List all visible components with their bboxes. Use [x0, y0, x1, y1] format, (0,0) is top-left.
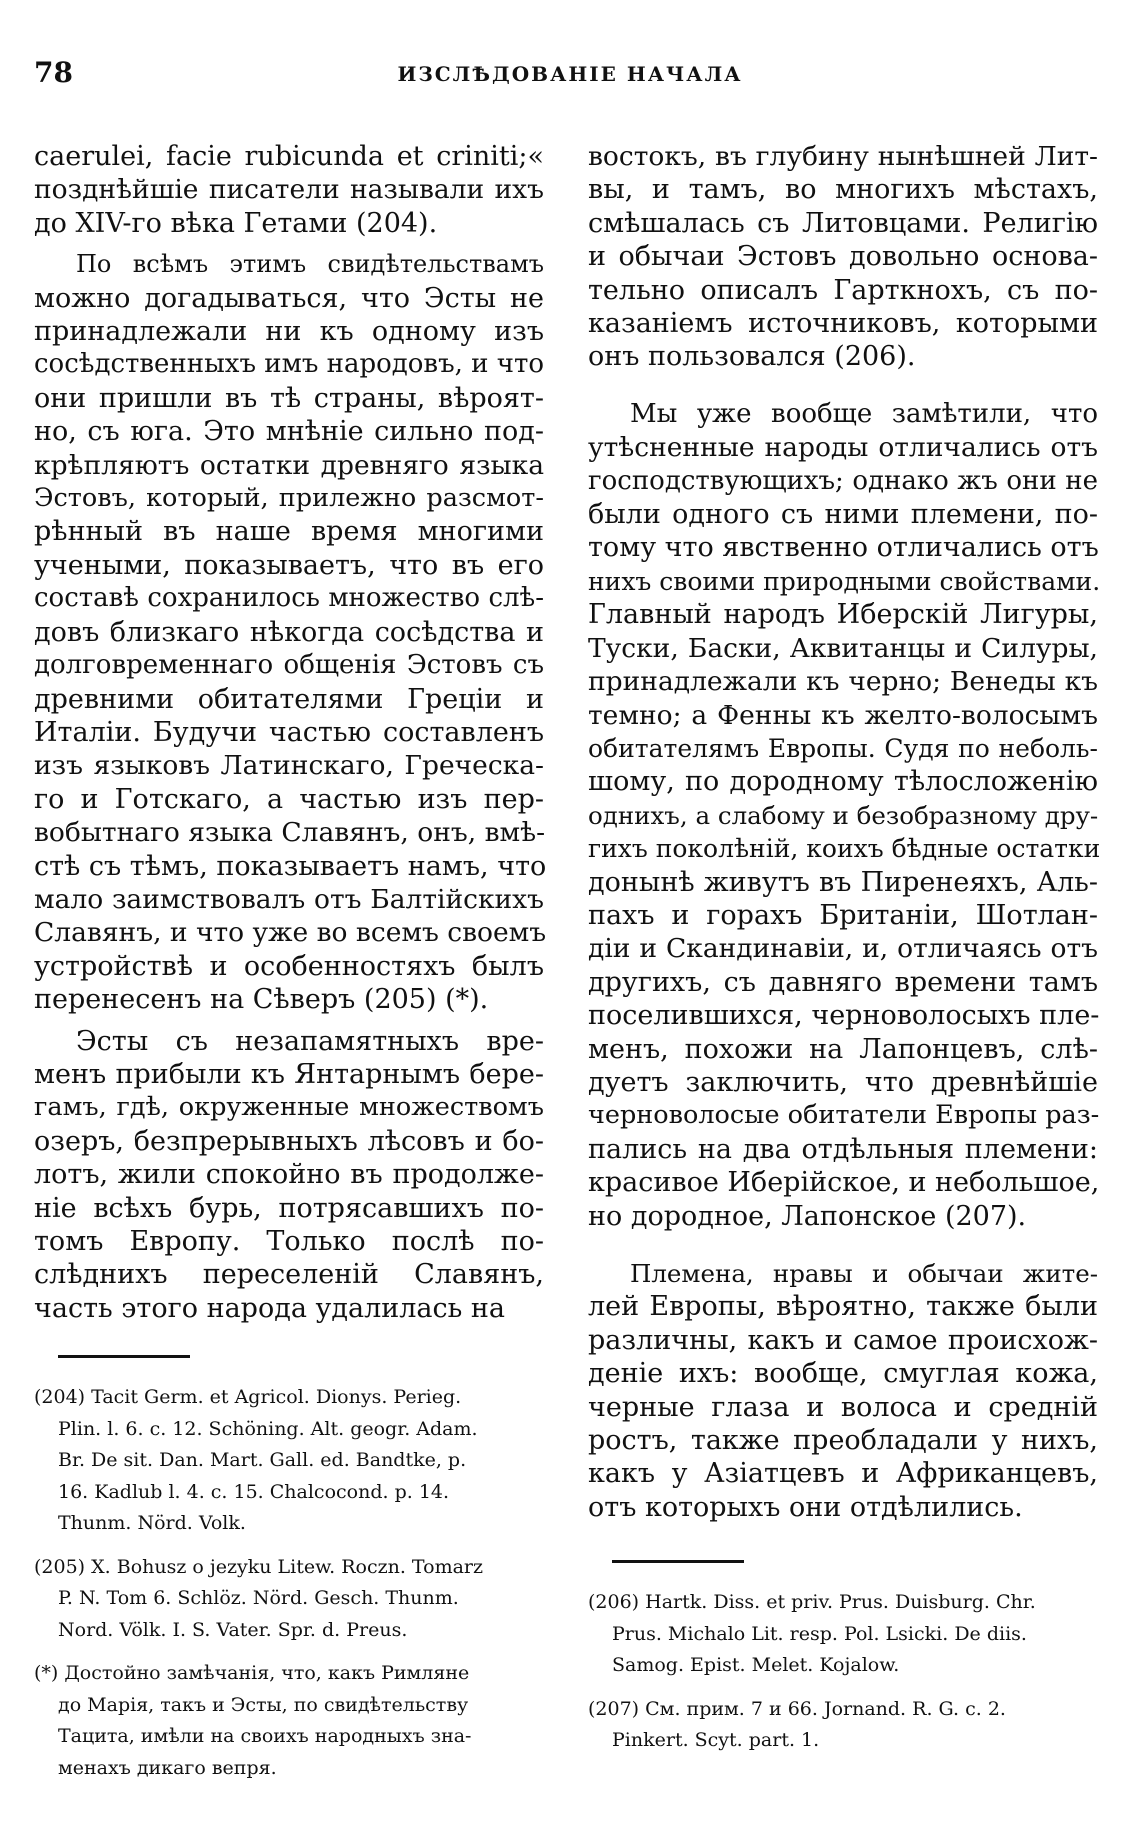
footnote-line: (204) Tacit Germ. et Agricol. Dionys. Perieg. — [34, 1386, 462, 1409]
footnote-line: Prus. Michalo Lit. resp. Pol. Lsicki. De diis. — [612, 1622, 1027, 1645]
text-line: пахъ и горахъ Британіи, Шотлан- — [588, 899, 1098, 931]
text-line: Италіи. Будучи частью составленъ — [34, 716, 544, 748]
text-line: ніе всѣхъ бурь, потрясавшихъ по- — [34, 1192, 544, 1224]
left-footnotes — [34, 1382, 544, 1784]
footnote — [34, 1382, 544, 1540]
text-line: обитателямъ Европы. Судя по неболь- — [588, 733, 1098, 763]
text-line: дуетъ заключить, что древнѣйшіе — [588, 1066, 1098, 1098]
text-line: онъ пользовался (206). — [588, 341, 916, 373]
footnote-line: (207) См. прим. 7 и 66. Jornand. R. G. c. 2. — [588, 1697, 1006, 1720]
text-line: ростъ, также преобладали у нихъ, — [588, 1425, 1098, 1457]
text-line: принадлежали къ черно; Венеды къ — [588, 666, 1098, 698]
text-line: поселившихся, черноволосыхъ пле- — [588, 1000, 1100, 1032]
text-line: вобытнаго языка Славянъ, онъ, вмѣ- — [34, 817, 546, 849]
paragraph — [588, 140, 1098, 374]
text-line: древними обитателями Греціи и — [34, 683, 544, 715]
footnote-gap — [588, 1682, 1098, 1694]
text-line: томъ Европу. Только послѣ по- — [34, 1226, 544, 1257]
text-line: тельно описалъ Гарткнохъ, съ по- — [588, 274, 1098, 306]
left-column — [34, 140, 547, 1784]
footnote-line: Samog. Epist. Melet. Kojalow. — [612, 1654, 900, 1677]
text-line: господствующихъ; однако жъ они не — [588, 465, 1098, 496]
text-line: Эстовъ, который, прилежно разсмот- — [34, 483, 544, 514]
left-body — [34, 140, 547, 1325]
footnote — [34, 1658, 544, 1784]
footnote — [588, 1587, 1098, 1682]
running-title: ИЗСЛѢДОВАНІЕ НАЧАЛА — [397, 62, 743, 86]
text-line: принадлежали ни къ одному изъ — [34, 316, 544, 348]
text-line: составѣ сохранилось множество слѣ- — [34, 583, 544, 614]
text-line: часть этого народа удалилась на — [34, 1292, 506, 1324]
text-line: казаніемъ источниковъ, которыми — [588, 308, 1098, 340]
text-line: стѣ съ тѣмъ, показываетъ намъ, что — [34, 850, 547, 882]
footnote-line: (206) Hartk. Diss. et priv. Prus. Duisburg. Chr. — [588, 1591, 1036, 1614]
text-line: крѣпляютъ остатки древняго языка — [34, 449, 544, 481]
text-line: однихъ, а слабому и безобразному дру- — [588, 800, 1099, 830]
text-line: Туски, Баски, Аквитанцы и Силуры, — [588, 632, 1098, 664]
text-line: учеными, показываетъ, что въ его — [34, 549, 544, 581]
text-line: довъ близкаго нѣкогда сосѣдства и — [34, 616, 544, 648]
footnote-line: P. N. Tom 6. Schlöz. Nörd. Gesch. Thunm. — [58, 1587, 459, 1610]
right-column — [588, 140, 1101, 1757]
text-line: до XIV-го вѣка Гетами (204). — [34, 207, 438, 239]
footnote-line: Plin. l. 6. c. 12. Schöning. Alt. geogr. Adam. — [58, 1417, 478, 1440]
footnote-line: Thunm. Nörd. Volk. — [58, 1512, 246, 1535]
text-line: смѣшалась съ Литовцами. Религію — [588, 207, 1098, 239]
text-line: востокъ, въ глубину нынѣшней Лит- — [588, 141, 1098, 172]
paragraph-gap — [34, 1017, 544, 1025]
page-number: 78 — [34, 56, 73, 89]
text-line: По всѣмъ этимъ свидѣтельствамъ — [76, 250, 544, 279]
text-line: но, съ юга. Это мнѣніе сильно под- — [34, 416, 544, 448]
paragraph-gap — [588, 1233, 1098, 1257]
text-line: сосѣдственныхъ имъ народовъ, и что — [34, 349, 544, 380]
footnote — [588, 1694, 1098, 1757]
text-line: были одного съ ними племени, по- — [588, 499, 1098, 531]
text-line: Мы уже вообще замѣтили, что — [630, 398, 1098, 429]
text-line: вы, и тамъ, во многихъ мѣстахъ, — [588, 174, 1098, 206]
text-line: какъ у Азіатцевъ и Африканцевъ, — [588, 1458, 1098, 1490]
text-line: Эсты съ незапамятныхъ вре- — [76, 1025, 544, 1057]
text-line: мало заимствовалъ отъ Балтійскихъ — [34, 883, 544, 915]
text-line: го и Готскаго, а частью изъ пер- — [34, 783, 544, 815]
text-line: красивое Иберійское, и небольшое, — [588, 1167, 1100, 1199]
paragraph — [34, 140, 544, 240]
text-line: лотъ, жили спокойно въ продолже- — [34, 1159, 544, 1191]
text-line: черные глаза и волоса и средній — [588, 1391, 1098, 1423]
footnote-line: до Марія, такъ и Эсты, по свидѣтельству — [58, 1693, 469, 1716]
text-line: шому, по дородному тѣлосложенію — [588, 766, 1098, 798]
text-line: можно догадываться, что Эсты не — [34, 282, 544, 314]
text-line: и обычаи Эстовъ довольно основа- — [588, 241, 1098, 273]
footnote-rule — [58, 1355, 190, 1358]
text-line: долговременнаго общенія Эстовъ съ — [34, 650, 544, 681]
footnote-rule — [612, 1560, 744, 1563]
paragraph — [588, 398, 1101, 1233]
footnote-line: менахъ дикаго вепря. — [58, 1756, 277, 1779]
text-line: лей Европы, вѣроятно, также были — [588, 1291, 1098, 1323]
text-line: изъ языковъ Латинскаго, Греческа- — [34, 750, 544, 782]
footnote-line: Тацита, имѣли на своихъ народныхъ зна- — [58, 1725, 472, 1748]
footnote — [34, 1552, 544, 1647]
text-line: Племена, нравы и обычаи жите- — [630, 1259, 1098, 1288]
text-line: устройствѣ и особенностяхъ былъ — [34, 950, 544, 982]
text-line: деніе ихъ: вообще, смуглая кожа, — [588, 1358, 1098, 1390]
footnote-line: Pinkert. Scyt. part. 1. — [612, 1729, 820, 1752]
footnote-line: (*) Достойно замѣчанія, что, какъ Римляне — [34, 1662, 470, 1685]
text-line: нихъ своими природными свойствами. — [588, 566, 1101, 596]
text-line: темно; а Фенны къ желто-волосымъ — [588, 699, 1098, 731]
text-line: діи и Скандинавіи, и, отличаясь отъ — [588, 933, 1098, 965]
text-line: другихъ, съ давняго времени тамъ — [588, 966, 1098, 998]
text-line: менъ, похожи на Лапонцевъ, слѣ- — [588, 1033, 1098, 1065]
footnote-line: (205) X. Bohusz o jezyku Litew. Roczn. Tomarz — [34, 1555, 484, 1578]
text-line: донынѣ живутъ въ Пиренеяхъ, Аль- — [588, 866, 1098, 898]
text-line: они пришли въ тѣ страны, вѣроят- — [34, 382, 544, 414]
text-line: перенесенъ на Сѣверъ (205) (*). — [34, 984, 489, 1016]
footnote-gap — [34, 1646, 544, 1658]
footnote-line: Nord. Völk. I. S. Vater. Spr. d. Preus. — [58, 1618, 408, 1641]
footnote-gap — [34, 1540, 544, 1552]
text-line: отъ которыхъ они отдѣлились. — [588, 1491, 1023, 1523]
paragraph — [34, 1025, 544, 1326]
text-line: слѣднихъ переселеній Славянъ, — [34, 1259, 544, 1291]
text-line: но дородное, Лапонское (207). — [588, 1200, 1027, 1232]
paragraph — [588, 1257, 1098, 1524]
footnote-line: 16. Kadlub l. 4. c. 15. Chalcocond. p. 14. — [58, 1480, 450, 1503]
text-line: черноволосые обитатели Европы раз- — [588, 1100, 1100, 1131]
text-line: утѣсненные народы отличались отъ — [588, 432, 1098, 464]
text-line: Славянъ, и что уже во всемъ своемъ — [34, 917, 547, 949]
text-line: caerulei, facie rubicunda et criniti;« — [34, 141, 544, 172]
footnote-line: Br. De sit. Dan. Mart. Gall. ed. Bandtke, p. — [58, 1449, 467, 1472]
paragraph-gap — [588, 374, 1098, 398]
right-footnotes — [588, 1587, 1098, 1757]
text-line: позднѣйшіе писатели называли ихъ — [34, 174, 544, 206]
paragraph-gap — [34, 240, 544, 248]
text-line: Главный народъ Иберскій Лигуры, — [588, 599, 1098, 631]
right-body — [588, 140, 1101, 1524]
text-line: менъ прибыли къ Янтарнымъ бере- — [34, 1058, 544, 1090]
text-line: гихъ поколѣній, коихъ бѣдные остатки — [588, 834, 1101, 864]
text-line: пались на два отдѣльныя племени: — [588, 1133, 1098, 1165]
text-line: различны, какъ и самое происхож- — [588, 1324, 1098, 1356]
text-line: гамъ, гдѣ, окруженные множествомъ — [34, 1092, 544, 1123]
text-line: тому что явственно отличались отъ — [588, 532, 1099, 564]
text-line: озеръ, безпрерывныхъ лѣсовъ и бо- — [34, 1125, 544, 1157]
paragraph — [34, 248, 547, 1016]
text-line: рѣнный въ наше время многими — [34, 516, 544, 548]
